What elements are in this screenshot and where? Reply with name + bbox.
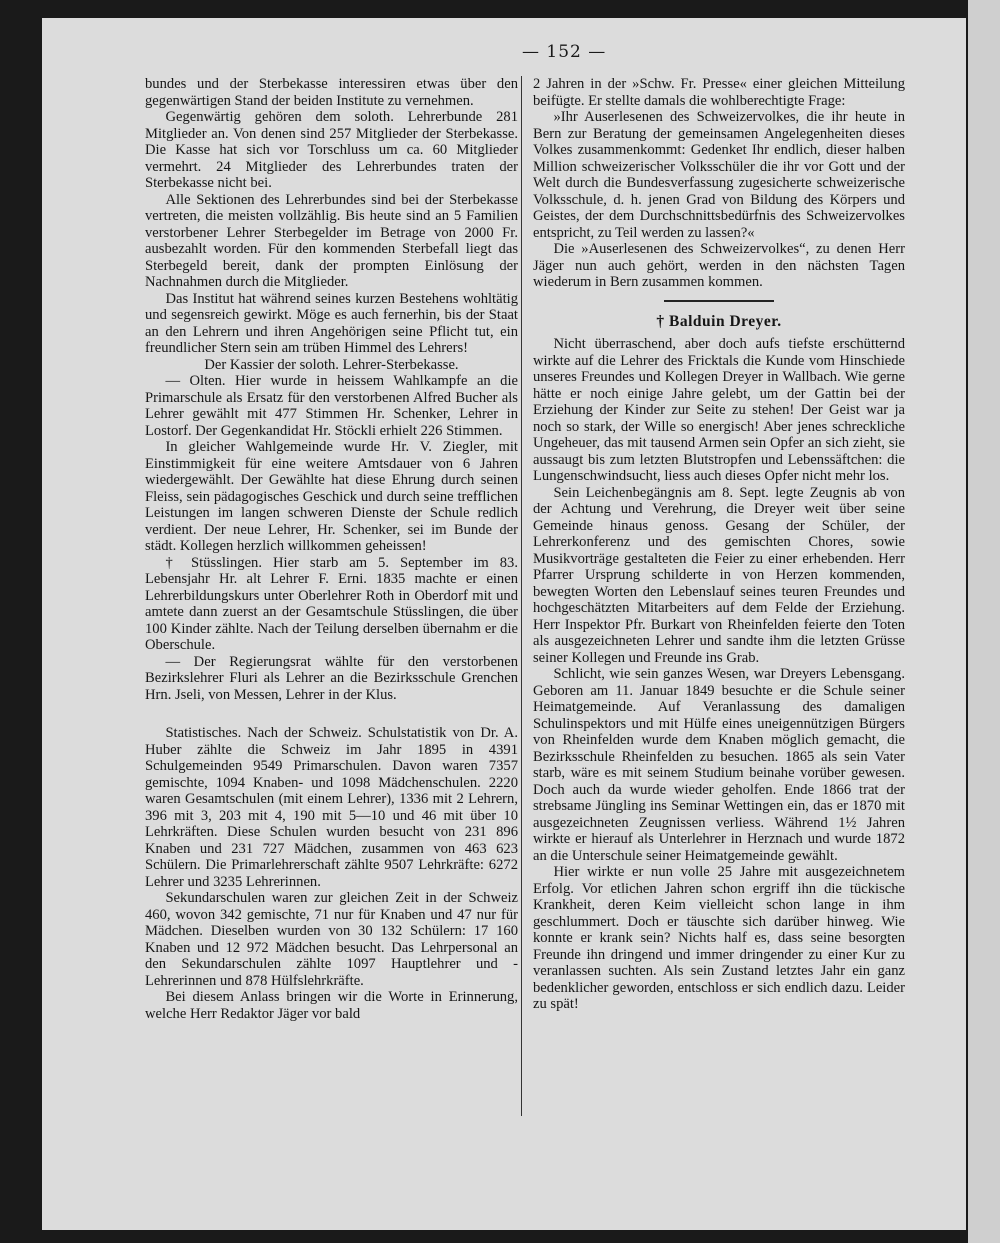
paragraph: »Ihr Auserlesenen des Schweizervolkes, die ihr heute in Bern zur Beratung der gemeinsamen Angelegenheiten dieses Volkes zusammenkommt: Gedenket Ihr endlich, dieser halben Million schweizerischer Volksschüler die ihr vor Gott und der Welt durch die Bundesverfassung zugesicherte schweizerische Volksschule, d. h. jenen Grad von Bildung des Körpers und Geistes, der dem Durchschnittsbedürfnis des Schweizervolkes entspricht, zu Teil werden zu lassen?« (533, 109, 905, 241)
column-divider (521, 76, 522, 1116)
right-column (533, 76, 905, 1013)
paragraph: Sein Leichenbegängnis am 8. Sept. legte Zeugnis ab von der Achtung und Verehrung, die Dreyer weit über seine Gemeinde hinaus genoss. Gesang der Schüler, der Lehrerkonferenz und des gemischten Chores, sowie Musikvorträge gestalteten die Feier zu einer erhebenden. Herr Pfarrer Ursprung schilderte in von Herzen kommenden, bewegten Worten den Lebenslauf seines teuren Freundes und hochgeschätzten Mitarbeiters auf dem Felde der Erziehung. Herr Inspektor Pfr. Burkart von Rheinfelden feierte den Toten als ausgezeichneten Lehrer und sandte ihm die letzten Grüsse seiner Kollegen und Freunde ins Grab. (533, 484, 905, 666)
paragraph-statistisches: Statistisches. Nach der Schweiz. Schulstatistik von Dr. A. Huber zählte die Schweiz im Jahr 1895 in 4391 Schulgemeinden 9549 Primarschulen. Davon waren 7357 gemischte, 1094 Knaben- und 1098 Mädchenschulen. 2220 waren Gesamtschulen (mit einem Lehrer), 1336 mit 2 Lehrern, 396 mit 3, 203 mit 4, 190 mit 5—10 und 46 mit über 10 Lehrkräften. Diese Schulen wurden besucht von 231 896 Knaben und 231 727 Mädchen, zusammen von 463 623 Schülern. Die Primarlehrerschaft zählte 9507 Lehrkräfte: 6272 Lehrer und 3235 Lehrerinnen. (145, 725, 518, 890)
paragraph: † Stüsslingen. Hier starb am 5. September im 83. Lebensjahr Hr. alt Lehrer F. Erni. 1835 machte er einen Lehrerbildungskurs unter Oberlehrer Roth in Oberdorf mit und amtete dann zuerst an der Gesamtschule Stüsslingen, die über 100 Kinder zählte. Nach der Teilung derselben übernahm er die Oberschule. (145, 554, 518, 653)
paragraph: Bei diesem Anlass bringen wir die Worte in Erinnerung, welche Herr Redaktor Jäger vor bald (145, 989, 518, 1022)
paragraph: Alle Sektionen des Lehrerbundes sind bei der Sterbekasse vertreten, die meisten vollzählig. Bis heute sind an 5 Familien verstorbener Lehrer Sterbegelder im Betrage von 2000 Fr. ausbezahlt worden. Für den kommenden Sterbefall liegt das Sterbegeld bereit, dank der prompten Einlösung der Nachnahmen durch die Mitglieder. (145, 191, 518, 290)
paragraph: Gegenwärtig gehören dem soloth. Lehrerbunde 281 Mitglieder an. Von denen sind 257 Mitglieder der Sterbekasse. Die Kasse hat sich vor Torschluss um ca. 60 Mitglieder vermehrt. 24 Mitglieder des Lehrerbundes traten der Sterbekasse nicht bei. (145, 109, 518, 191)
document-page (42, 18, 966, 1230)
paragraph: — Der Regierungsrat wählte für den verstorbenen Bezirkslehrer Fluri als Lehrer an die Bezirksschule Grenchen Hrn. Jseli, von Messen, Lehrer in der Klus. (145, 653, 518, 703)
obituary-heading: † Balduin Dreyer. (656, 312, 782, 330)
section-separator (664, 300, 774, 302)
left-column (145, 76, 518, 1022)
paragraph: In gleicher Wahlgemeinde wurde Hr. V. Ziegler, mit Einstimmigkeit für eine weitere Amtsdauer von 6 Jahren wiedergewählt. Der Gewählte hat diese Ehrung durch seinen Fleiss, sein pädagogisches Geschick und durch seine trefflichen Leistungen im langen schweren Dienste der Schule redlich verdient. Der neue Lehrer, Hr. Schenker, sei im Bunde der städt. Kollegen herzlich willkommen geheissen! (145, 439, 518, 554)
paragraph: Nicht überraschend, aber doch aufs tiefste erschütternd wirkte auf die Lehrer des Fricktals die Kunde vom Hinschiede unseres Freundes und Kollegen Dreyer in Wallbach. Wie gerne hätte er noch einige Jahre gelebt, um der Gattin bei der Erziehung der Kinder zur Seite zu stehen! Der Geist war ja noch so stark, der Wille so energisch! Aber jenes schreckliche Ungeheuer, das mit tausend Armen sein Opfer an sich zieht, sie aussaugt bis zum letzten Blutstropfen und Lebenssäftchen: die Lungenschwindsucht, liess auch dieses Opfer nicht mehr los. (533, 336, 905, 484)
paragraph: — Olten. Hier wurde in heissem Wahlkampfe an die Primarschule als Ersatz für den verstorbenen Alfred Bucher als Lehrer gewählt mit 477 Stimmen Hr. Schenker, Lehrer in Lostorf. Der Gegenkandidat Hr. Stöckli erhielt 226 Stimmen. (145, 373, 518, 439)
paragraph: Die »Auserlesenen des Schweizervolkes“, zu denen Herr Jäger nun auch gehört, werden in den nächsten Tagen wiederum in Bern zusammen kommen. (533, 241, 905, 290)
paragraph: 2 Jahren in der »Schw. Fr. Presse« einer gleichen Mitteilung beifügte. Er stellte damals die wohlberechtigte Frage: (533, 76, 905, 109)
page-number: — 152 — (522, 42, 607, 62)
paragraph: Das Institut hat während seines kurzen Bestehens wohltätig und segensreich gewirkt. Möge es auch fernerhin, bis der Staat an den Lehrern und ihren Angehörigen seine Pflicht tut, ein freundlicher Stern sein am trüben Himmel des Lehrers! (145, 290, 518, 356)
paragraph: Sekundarschulen waren zur gleichen Zeit in der Schweiz 460, wovon 342 gemischte, 71 nur für Knaben und 47 nur für Mädchen. Dieselben wurden von 30 132 Schülern: 17 160 Knaben und 12 972 Mädchen besucht. Das Lehrpersonal an den Sekundarschulen zählte 1097 Hauptlehrer und -Lehrerinnen und 878 Hülfslehrkräfte. (145, 890, 518, 989)
paragraph: bundes und der Sterbekasse interessiren etwas über den gegenwärtigen Stand der beiden Institute zu vernehmen. (145, 76, 518, 109)
signature-line: Der Kassier der soloth. Lehrer-Sterbekasse. (204, 356, 459, 373)
adjacent-page-edge (968, 0, 1000, 1243)
paragraph: Hier wirkte er nun volle 25 Jahre mit ausgezeichnetem Erfolg. Vor etlichen Jahren schon ergriff ihn die tückische Krankheit, deren Keim vielleicht schon lange in ihm geschlummert. Doch er täuschte sich darüber hinweg. Wie konnte er krank sein? Nichts half es, dass seine besorgten Freunde ihn dringend und immer dringender zu einer Kur zu veranlassen suchten. Als sein Zustand letztes Jahr ein ganz bedenklicher geworden, entschloss er sich endlich dazu. Leider zu spät! (533, 864, 905, 1012)
paragraph: Schlicht, wie sein ganzes Wesen, war Dreyers Lebensgang. Geboren am 11. Januar 1849 besuchte er die Schule seiner Heimatgemeinde. Auf Veranlassung des damaligen Schulinspektors und mit Hülfe eines uneigennützigen Bürgers von Rheinfelden wurde dem Knaben möglich gemacht, die Bezirksschule Rheinfelden zu besuchen. 1865 als sein Vater starb, wäre es mit seinem Studium beinahe vorüber gewesen. Doch auch da wurde wieder geholfen. Ende 1866 trat der strebsame Jüngling ins Seminar Wettingen ein, das er 1870 mit ausgezeichneten Zeugnissen verliess. Während 1½ Jahren wirkte er hierauf als Unterlehrer in Herznach und wurde 1872 an die Unterschule seiner Heimatgemeinde gewählt. (533, 666, 905, 864)
